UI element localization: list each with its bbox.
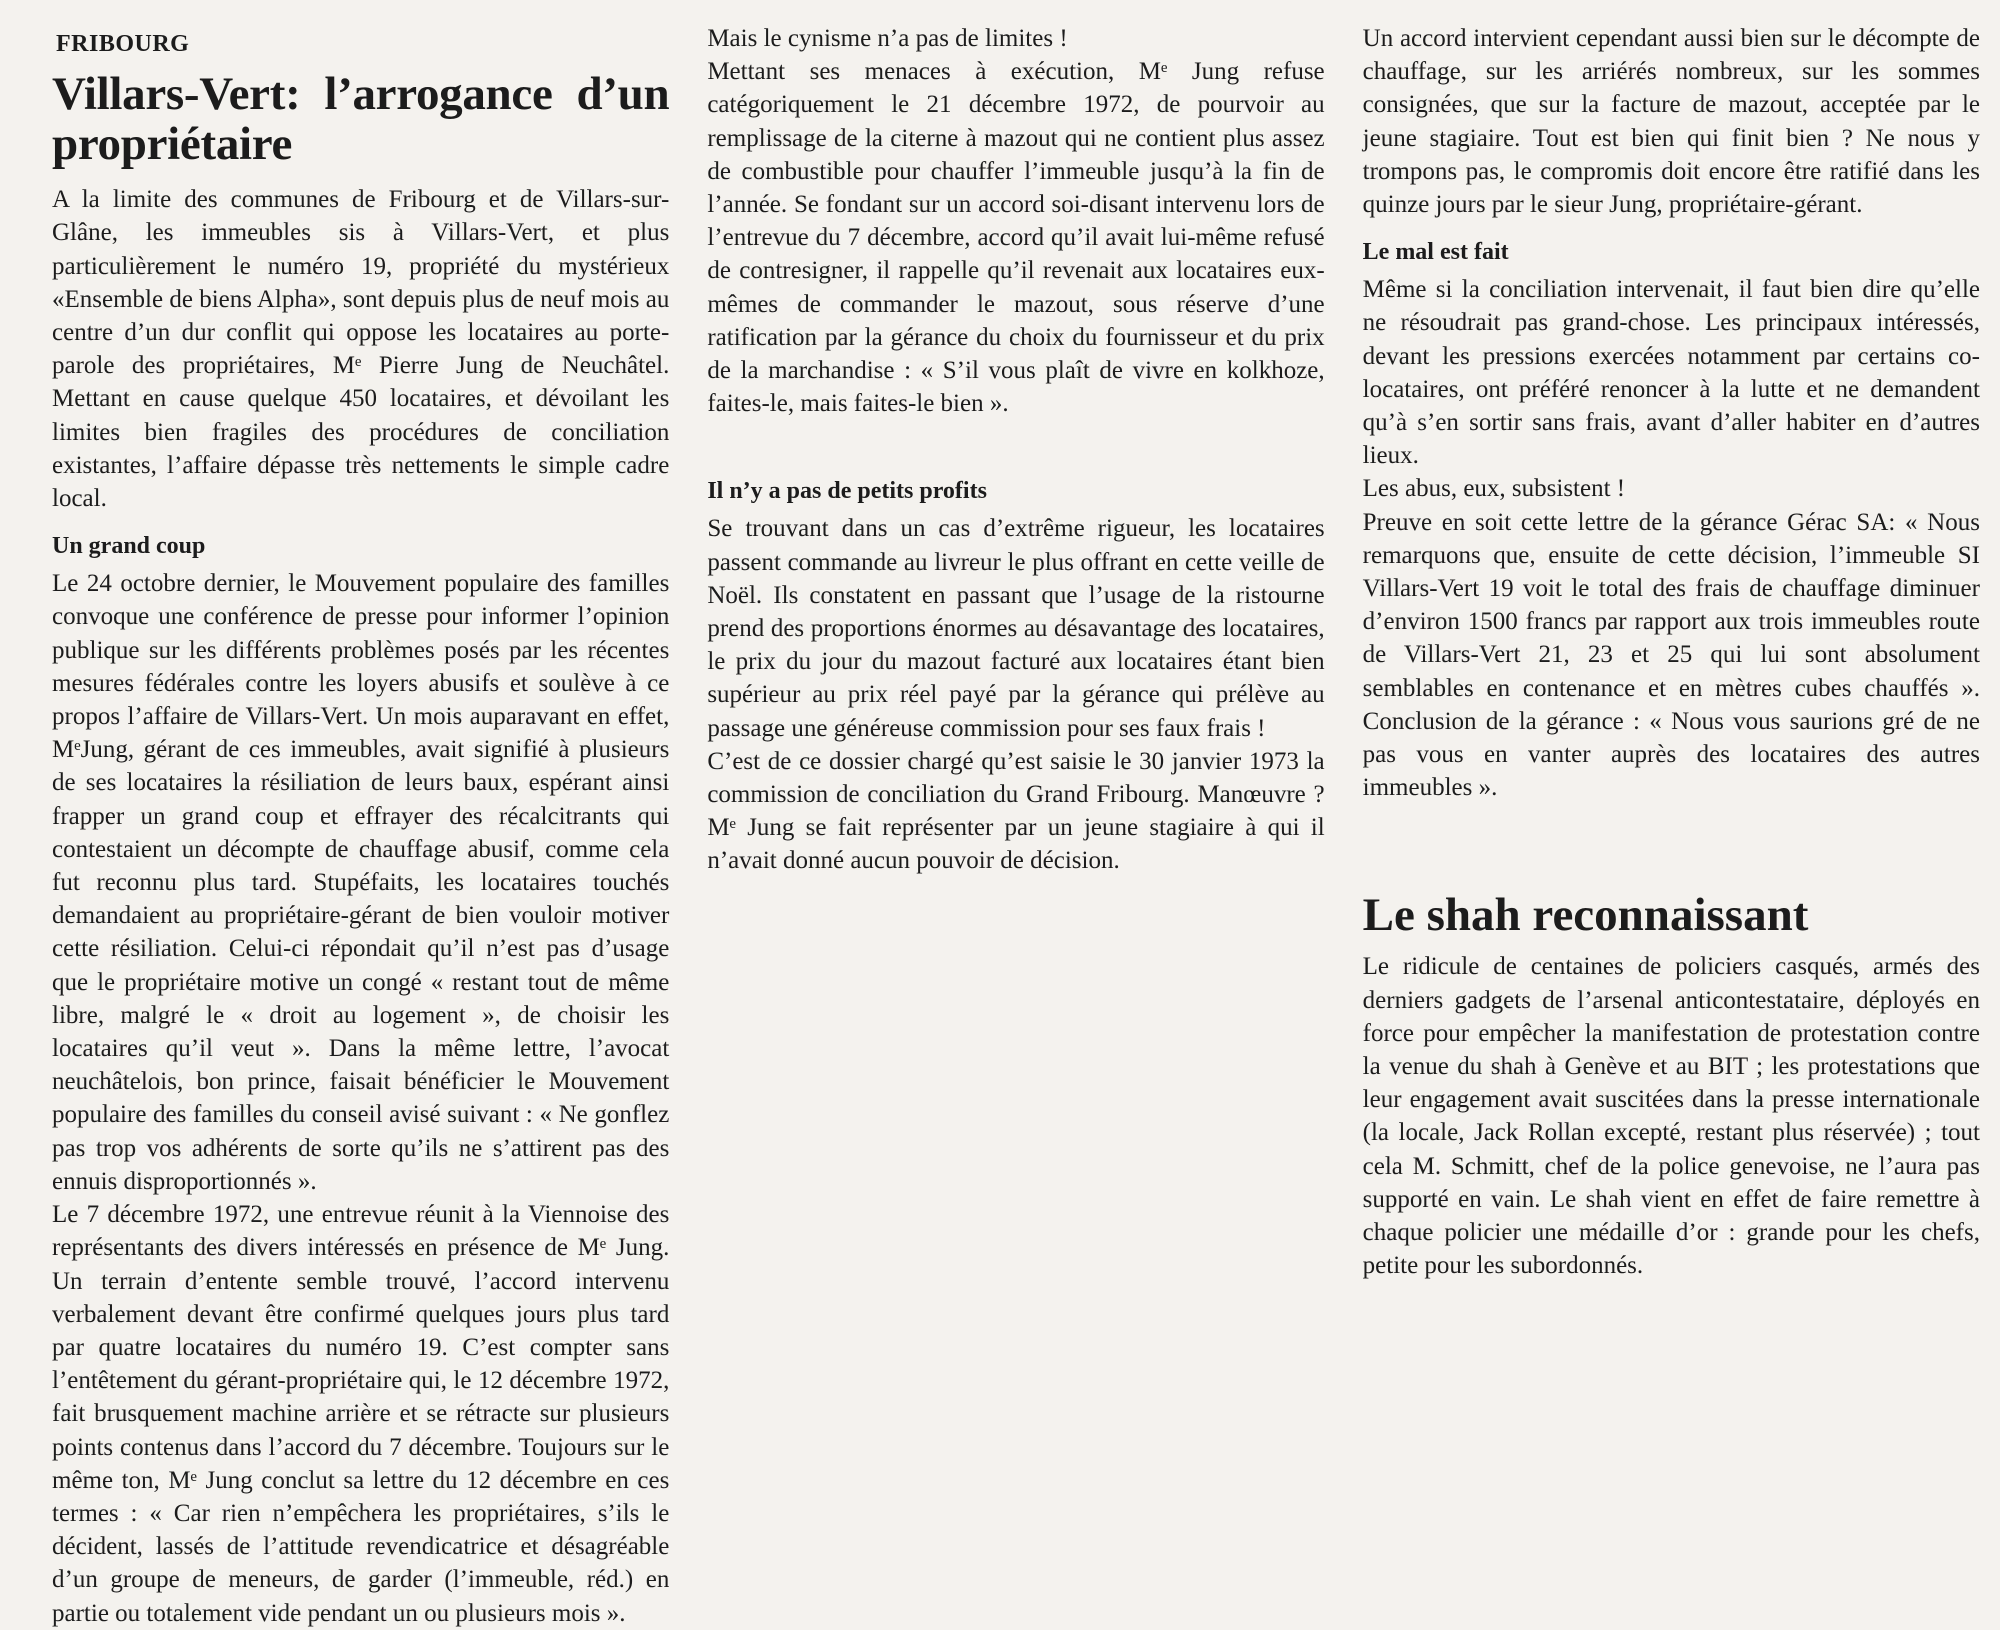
paragraph-9: Les abus, eux, subsistent !: [1362, 475, 1626, 503]
column-1: [52, 22, 669, 1630]
paragraph-8: Même si la conciliation intervenait, il faut bien dire qu’elle ne résoudrait pas grand-chose. Les principaux intéressés, devant les pressions exercées notamment par certains co-locataires, ont préféré renoncer à la lutte et ne demandent qu’à s’en sortir sans frais, avant d’aller habiter en d’autres lieux.: [1362, 276, 1980, 470]
subheading-un-grand-coup: Un grand coup: [52, 533, 206, 560]
paragraph-1: Le 24 octobre dernier, le Mouvement populaire des familles convoque une conférence de presse pour informer l’opinion publique sur les différents problèmes posés par les récentes mesures fédérales contre les loyers abusifs et soulève à ce propos l’affaire de Villars-Vert. Un mois auparavant en effet, MᵉJung, gérant de ces immeubles, avait signifié à plusieurs de ses locataires la résiliation de leurs baux, espérant ainsi frapper un grand coup et effrayer des récalcitrants qui contestaient un décompte de chauffage abusif, comme cela fut reconnu plus tard. Stupéfaits, les locataires touchés demandaient au propriétaire-gérant de bien vouloir motiver cette résiliation. Celui-ci répondait qu’il n’est pas d’usage que le propriétaire motive un congé « restant tout de même libre, malgré le « droit au logement », de choisir les locataires qu’il veut ». Dans la même lettre, l’avocat neuchâtelois, bon prince, faisait bénéficier le Mouvement populaire des familles du conseil avisé suivant : « Ne gonflez pas trop vos adhérents de sorte qu’ils ne s’attirent pas des ennuis disproportionnés ».: [52, 570, 670, 1195]
subheading-petits-profits: Il n’y a pas de petits profits: [707, 478, 987, 505]
second-article-body: Le ridicule de centaines de policiers casqués, armés des derniers gadgets de l’arsenal anticontestataire, déployés en force pour empêcher la manifestation de protestation contre la venue du shah à Genève et au BIT ; les protestations que leur engagement avait suscitées dans la presse internationale (la locale, Jack Rollan excepté, restant plus réservée) ; tout cela M. Schmitt, chef de la police genevoise, ne l’aura pas supporté en vain. Le shah vient en effet de faire remettre à chaque policier une médaille d’or : grande pour les chefs, petite pour les subordonnés.: [1362, 953, 1980, 1280]
paragraph-5: Se trouvant dans un cas d’extrême rigueur, les locataires passent commande au livreur le plus offrant en cette veille de Noël. Ils constatent en passant que l’usage de la ristourne prend des proportions énormes au désavantage des locataires, le prix du jour du mazout facturé aux locataires étant bien supérieur au prix réel payé par la gérance qui prélève au passage une généreuse commission pour ses faux frais !: [707, 515, 1325, 742]
paragraph-3: Mais le cynisme n’a pas de limites !: [707, 25, 1068, 52]
article-headline: Villars-Vert: l’arrogance d’un propriétaire: [52, 68, 670, 171]
paragraph-2: Le 7 décembre 1972, une entrevue réunit à la Viennoise des représentants des divers intéressés en présence de Mᵉ Jung. Un terrain d’entente semble trouvé, l’accord intervenu verbalement devant être confirmé quelques jours plus tard par quatre locataires du numéro 19. C’est compter sans l’entêtement du gérant-propriétaire qui, le 12 décembre 1972, fait brusquement machine arrière et se rétracte sur plusieurs points contenus dans l’accord du 7 décembre. Toujours sur le même ton, Mᵉ Jung conclut sa lettre du 12 décembre en ces termes : « Car rien n’empêchera les propriétaires, s’ils le décident, lassés de l’attitude revendicatrice et désagréable d’un groupe de meneurs, de garder (l’immeuble, réd.) en partie ou totalement vide pendant un ou plusieurs mois ».: [52, 1201, 670, 1627]
column-3: [1363, 22, 1980, 1630]
paragraph-4: Mettant ses menaces à exécution, Mᵉ Jung refuse catégoriquement le 21 décembre 1972, de pourvoir au remplissage de la citerne à mazout qui ne contient plus assez de combustible pour chauffer l’immeuble jusqu’à la fin de l’année. Se fondant sur un accord soi-disant intervenu lors de l’entrevue du 7 décembre, accord qu’il avait lui-même refusé de contresigner, il rappelle qu’il revenait aux locataires eux-mêmes de commander le mazout, sous réserve d’une ratification par la gérance du choix du fournisseur et du prix de la marchandise : « S’il vous plaît de vivre en kolkhoze, faites-le, mais faites-le bien ».: [707, 58, 1325, 418]
paragraph-6: C’est de ce dossier chargé qu’est saisie le 30 janvier 1973 la commission de conciliation du Grand Fribourg. Manœuvre ? Mᵉ Jung se fait représenter par un jeune stagiaire à qui il n’avait donné aucun pouvoir de décision.: [707, 747, 1325, 875]
column-2: [707, 22, 1324, 1630]
article-intro: A la limite des communes de Fribourg et de Villars-sur-Glâne, les immeubles sis à Villars-Vert, et plus particulièrement le numéro 19, propriété du mystérieux «Ensemble de biens Alpha», sont depuis plus de neuf mois au centre d’un dur conflit qui oppose les locataires au porte-parole des propriétaires, Mᵉ Pierre Jung de Neuchâtel. Mettant en cause quelque 450 locataires, et dévoilant les limites bien fragiles des procédures de conciliation existantes, l’affaire dépasse très nettements le simple cadre local.: [52, 186, 670, 513]
paragraph-10: Preuve en soit cette lettre de la gérance Gérac SA: « Nous remarquons que, ensuite de cette décision, l’immeuble SI Villars-Vert 19 voit le total des frais de chauffage diminuer d’environ 1500 francs par rapport aux trois immeubles route de Villars-Vert 21, 23 et 25 qui lui sont absolument semblables en contenance et en mètres cubes chauffés ». Conclusion de la gérance : « Nous vous saurions gré de ne pas vous en vanter auprès des locataires des autres immeubles ».: [1362, 508, 1980, 802]
section-kicker: FRIBOURG: [56, 31, 190, 57]
second-article-headline: Le shah reconnaissant: [1362, 889, 1809, 942]
article-columns: [52, 22, 1980, 1630]
subheading-le-mal-est-fait: Le mal est fait: [1362, 239, 1509, 266]
paragraph-7: Un accord intervient cependant aussi bien sur le décompte de chauffage, sur les arriérés nombreux, sur les sommes consignées, que sur la facture de mazout, acceptée par le jeune stagiaire. Tout est bien qui finit bien ? Ne nous y trompons pas, le compromis doit encore être ratifié dans les quinze jours par le sieur Jung, propriétaire-gérant.: [1362, 25, 1980, 219]
